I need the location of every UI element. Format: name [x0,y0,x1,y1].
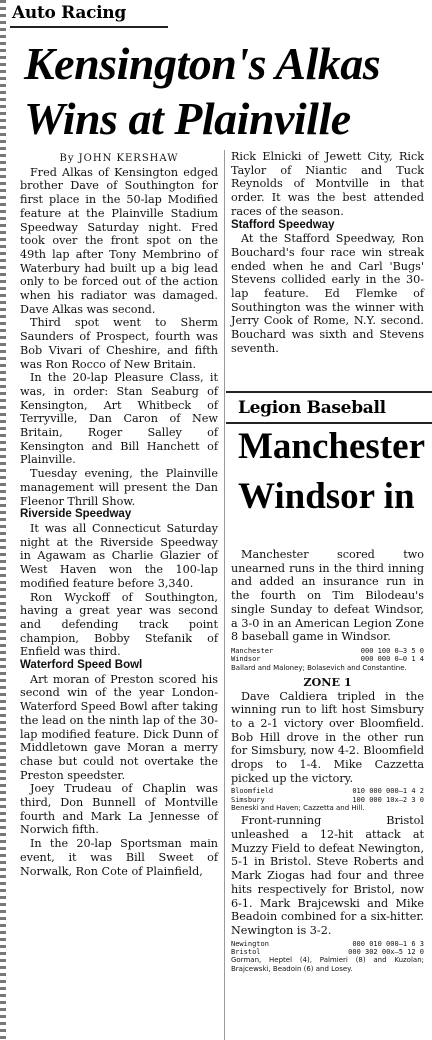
legion-paragraph-2: Dave Caldiera tripled in the winning run to lift host Simsbury to a 2-1 victory over Bloomfield. Bob Hill drove in the other run for Simsbury, now 4-2. Bloomfield drops to 1-4. Mike Cazzetta picked up the victory. [231,689,424,785]
article-paragraph: Third spot went to Sherm Saunders of Prospect, fourth was Bob Vivari of Cheshire, and fifth was Ron Rocco of New Britain. [20,316,218,371]
article-paragraph: In the 20-lap Pleasure Class, it was, in order: Stan Seaburg of Kensington, Art Whitbeck of Terryville, Dan Caron of New Britain, Roger Salley of Kensington and Bill Hanchett of Plainville. [20,371,218,467]
legion-paragraph-3: Front-running Bristol unleashed a 12-hit attack at Muzzy Field to defeat Newington, 5-1 in Bristol. Steve Roberts and Mark Ziogas had four and three hits respectively for Bristol, now 6-1. Mark Brajcewski and Mike Beadoin combined for a six-hitter. Newington is 3-2. [231,814,424,937]
article-paragraph: At the Stafford Speedway, Ron Bouchard's four race win streak ended when he and Carl 'Bugs' Stevens collided early in the 30-lap feature. Ed Flemke of Southington was the winner with Jerry Cook of Rome, N.Y. second. Bouchard was sixth and Stevens seventh. [231,232,424,355]
box-score-notes: Gorman, Heptel (4), Palmieri (8) and Kuzolan; Brajcewski, Beadoin (6) and Losey. [231,956,424,973]
legion-headline-line-1: Manchester [238,426,425,467]
article-paragraph: Fred Alkas of Kensington edged brother Dave of Southington for first place in the 50-lap Modified feature at the Plainville Stadium Speedway Saturday night. Fred took over the front spot on the 49th lap after Tony Membrino of Waterbury had built up a big lead only to be forced out of the action when his radiator was damaged. Dave Alkas was second. [20,165,218,316]
section-rule-legion [226,422,432,424]
box-score-3 [231,940,424,973]
byline: By JOHN KERSHAW [59,153,179,164]
box-score-row: Simsbury 100 000 10x—2 3 0 [231,795,424,804]
headline-line-1: Kensington's Alkas [24,38,381,89]
subheading: Stafford Speedway [231,218,335,231]
column-divider [224,150,225,1040]
legion-column [231,548,424,973]
article-paragraph: Tuesday evening, the Plainville management will present the Dan Fleenor Thrill Show. [20,467,218,508]
legion-headline-line-2: Windsor in [238,476,415,517]
box-score-notes: Beneski and Haven; Cazzetta and Hill. [231,804,365,813]
legion-paragraph-1: Manchester scored two unearned runs in the third inning and added an insurance run in the fourth on Tim Bilodeau's single Sunday to defeat Windsor, a 3-0 in an American Legion Zone 8 baseball game in Windsor. [231,548,424,644]
box-score-row: Manchester 000 100 0—3 5 0 [231,646,424,655]
article-column-1 [20,152,218,878]
box-score-row: Bristol 000 302 00x—5 12 0 [231,947,424,956]
article-paragraph: It was all Connecticut Saturday night at the Riverside Speedway in Agawam as Charlie Glazier of West Haven won the 100-lap modified feature before 3,340. [20,521,218,590]
article-paragraph: Ron Wyckoff of Southington, having a great year was second and defending track point champion, Bobby Stefanik of Enfield was third. [20,590,218,659]
headline-line-2: Wins at Plainville [24,93,351,144]
box-score-row: Newington 000 010 000—1 6 3 [231,939,424,948]
zone-heading: ZONE 1 [303,674,352,689]
section-label-auto-racing: Auto Racing [12,3,126,23]
section-rule-legion-top [226,391,432,393]
subheading: Riverside Speedway [20,508,132,521]
article-paragraph: Rick Elnicki of Jewett City, Rick Taylor of Niantic and Tuck Reynolds of Montville in that order. It was the best attended races of the season. [231,150,424,218]
article-column-2 [231,150,424,356]
article-paragraph: In the 20-lap Sportsman main event, it was Bill Sweet of Norwalk, Ron Cote of Plainfield, [20,837,218,878]
article-paragraph: Art moran of Preston scored his second win of the year London-Waterford Speed Bowl after taking the lead on the ninth lap of the 30-lap modified feature. Dick Dunn of Middletown gave Moran a merry chase but could not overtake the Preston speedster. [20,672,218,782]
box-score-row: Bloomfield 010 000 000—1 4 2 [231,787,424,796]
section-label-legion-baseball: Legion Baseball [238,398,386,418]
box-score-1 [231,647,424,672]
subheading: Waterford Speed Bowl [20,659,143,672]
section-rule-auto [10,26,168,28]
box-score-2 [231,787,424,812]
scan-margin-strip [0,0,6,1040]
article-paragraph: Joey Trudeau of Chaplin was third, Don Bunnell of Montville fourth and Mark La Jennesse of Norwich fifth. [20,782,218,837]
box-score-row: Windsor 000 000 0—0 1 4 [231,655,424,664]
box-score-notes: Ballard and Maloney; Bolasevich and Constantine. [231,663,407,672]
